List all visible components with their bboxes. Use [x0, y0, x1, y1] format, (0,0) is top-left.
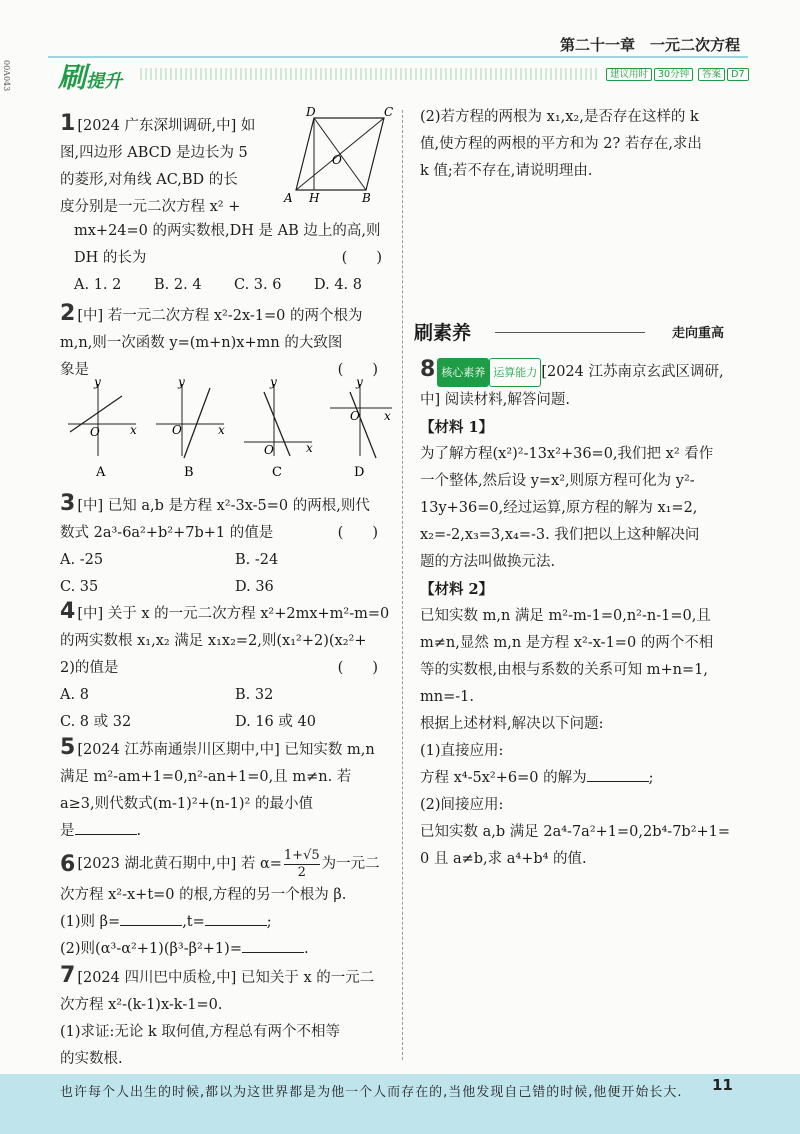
q3-line2: 数式 2a³-6a²+b²+7b+1 的值是 [60, 525, 274, 541]
part-2: (2)间接应用: [420, 797, 504, 813]
chapter-title: 第二十一章 一元二次方程 [559, 36, 740, 54]
t-blank[interactable] [205, 911, 267, 926]
axis-x: x [130, 423, 137, 437]
m2-line2: m≠n,显然 m,n 是方程 x²-x-1=0 的两个不相 [420, 635, 714, 651]
q7-line1: [2024 四川巴中质检,中] 已知关于 x 的一元二 [77, 970, 375, 986]
q7-line2: 次方程 x²-(k-1)x-k-1=0. [60, 997, 223, 1013]
fraction [284, 848, 320, 881]
time-value: 30分钟 [654, 68, 693, 81]
q4-line3: 2)的值是 [60, 660, 119, 676]
option-a: A. 8 [60, 687, 89, 703]
q1-line2: 图,四边形 ABCD 是边长为 5 [60, 145, 248, 161]
axis-y: y [270, 378, 277, 389]
q7-line4: 的实数根. [60, 1051, 123, 1067]
option-b: B. 32 [235, 687, 274, 703]
origin: O [90, 425, 100, 439]
q5-line2: 满足 m²-am+1=0,n²-an+1=0,且 m≠n. 若 [60, 769, 352, 785]
label-a: A [284, 191, 293, 205]
footer-quote: 也许每个人出生的时候,都以为这世界都是为他一个人而存在的,当他发现自己错的时候,他便开始长大. [60, 1085, 683, 1100]
question-2 [60, 300, 390, 384]
m1-line4: x₂=-2,x₃=3,x₄=-3. 我们把以上这种解决问 [420, 527, 700, 543]
m1-line3: 13y+36=0,经过运算,原方程的解为 x₁=2, [420, 500, 698, 516]
q7-r-line3: k 值;若不存在,请说明理由. [420, 163, 593, 179]
q7-r-line1: (2)若方程的两根为 x₁,x₂,是否存在这样的 k [420, 109, 699, 125]
question-number: 1 [60, 111, 76, 136]
q6-line1b: 为一元二 [321, 855, 380, 872]
material-1-label: 【材料 1】 [420, 419, 494, 436]
section-logo [58, 56, 122, 96]
label-d: D [306, 105, 316, 119]
logo-sub: 提升 [86, 71, 123, 92]
q5-line4: 是 [60, 823, 75, 839]
product-blank[interactable] [242, 938, 304, 953]
question-1-cont [74, 218, 394, 299]
graph-d [330, 378, 392, 480]
q3-line1: [中] 已知 a,b 是方程 x²-3x-5=0 的两根,则代 [77, 498, 370, 514]
graph-b [156, 378, 225, 480]
question-3 [60, 490, 390, 601]
m1-line1: 为了解方程(x²)²-13x²+36=0,我们把 x² 看作 [420, 446, 714, 462]
option-b: B. -24 [235, 552, 279, 568]
q5-line3: a≥3,则代数式(m-1)²+(n-1)² 的最小值 [60, 796, 313, 812]
p1-eq: 方程 x⁴-5x²+6=0 的解为 [420, 770, 587, 786]
answer-paren: ( ) [341, 250, 382, 266]
m1-line2: 一个整体,然后设 y=x²,则原方程可化为 y²- [420, 473, 695, 489]
badge-core: 核心素养 [437, 358, 489, 387]
axis-x: x [306, 441, 313, 455]
p1-blank[interactable] [587, 767, 649, 782]
beta-blank[interactable] [120, 911, 182, 926]
logo-main: 刷 [58, 61, 87, 94]
question-4 [60, 598, 390, 736]
question-7 [60, 962, 390, 1073]
q2-line3: 象是 [60, 362, 89, 378]
axis-y: y [94, 378, 101, 389]
option-a: A. 1. 2 [74, 277, 122, 293]
q1-line4: 度分别是一元二次方程 x² + [60, 199, 241, 215]
m2-line3: 等的实数根,由根与系数的关系可知 m+n=1, [420, 662, 708, 678]
axis-y: y [356, 378, 363, 389]
m2-line4: mn=-1. [420, 689, 474, 705]
graph-label-a: A [96, 465, 106, 480]
question-number: 2 [60, 301, 76, 326]
q6-line1a: [2023 湖北黄石期中,中] 若 α= [77, 855, 282, 872]
q1-line6: DH 的长为 [74, 250, 147, 266]
origin: O [264, 443, 274, 457]
m2-line5: 根据上述材料,解决以下问题: [420, 716, 604, 732]
option-c: C. 3. 6 [234, 277, 282, 293]
header-stripes [140, 68, 600, 80]
label-b: B [362, 191, 371, 205]
header-line [48, 56, 748, 58]
answer-label: 答案 [698, 68, 725, 81]
q6-line3c: ; [266, 914, 272, 930]
q6-line3a: (1)则 β= [60, 914, 121, 930]
q1-line1: [2024 广东深圳调研,中] 如 [77, 118, 256, 134]
time-label: 建议用时 [606, 68, 652, 81]
material-2-label: 【材料 2】 [420, 581, 494, 598]
question-8 [420, 356, 760, 873]
q5-end: . [136, 823, 142, 839]
time-box [604, 66, 749, 80]
label-o: O [332, 153, 342, 167]
q2-line2: m,n,则一次函数 y=(m+n)x+mn 的大致图 [60, 335, 343, 351]
answer-paren: ( ) [337, 362, 378, 378]
label-h: H [309, 191, 320, 205]
column-divider [402, 110, 403, 1060]
q1-line5: mx+24=0 的两实数根,DH 是 AB 边上的高,则 [74, 223, 381, 239]
question-7-part2 [420, 104, 760, 185]
q6-line4a: (2)则(α³-α²+1)(β³-β²+1)= [60, 941, 242, 957]
question-number: 3 [60, 491, 76, 516]
question-number: 6 [60, 851, 76, 877]
option-a: A. -25 [60, 552, 104, 568]
graph-label-c: C [272, 465, 282, 480]
graph-label-d: D [354, 465, 365, 480]
option-c: C. 8 或 32 [60, 714, 132, 730]
question-1 [60, 110, 275, 221]
graph-c [244, 378, 313, 480]
graph-label-b: B [184, 465, 194, 480]
axis-y: y [178, 378, 185, 389]
frac-num: 1+√5 [283, 847, 320, 863]
graph-a [68, 378, 137, 480]
side-code: 00A043 [2, 60, 11, 92]
rhombus-figure [276, 104, 400, 212]
answer-paren: ( ) [337, 525, 378, 541]
q8-line1: [2024 江苏南京玄武区调研, [541, 364, 724, 380]
p2-line2: 0 且 a≠b,求 a⁴+b⁴ 的值. [420, 851, 587, 867]
q1-line3: 的菱形,对角线 AC,BD 的长 [60, 172, 238, 188]
question-number: 4 [60, 599, 76, 624]
q4-line2: 的两实数根 x₁,x₂ 满足 x₁x₂=2,则(x₁²+2)(x₂²+ [60, 633, 367, 649]
question-6 [60, 846, 390, 963]
section-arrow [495, 332, 645, 333]
q8-line2: 中] 阅读材料,解答问题. [420, 392, 570, 408]
question-5 [60, 734, 390, 845]
q7-r-line2: 值,使方程的两根的平方和为 2? 若存在,求出 [420, 136, 702, 152]
question-number: 5 [60, 735, 76, 760]
option-c: C. 35 [60, 579, 99, 595]
q2-line1: [中] 若一元二次方程 x²-2x-1=0 的两个根为 [77, 308, 363, 324]
q5-line1: [2024 江苏南通崇川区期中,中] 已知实数 m,n [77, 742, 375, 758]
section-right-label: 走向重高 [672, 326, 725, 341]
m1-line5: 题的方法叫做换元法. [420, 554, 556, 570]
answer-blank[interactable] [75, 820, 137, 835]
answer-paren: ( ) [337, 660, 378, 676]
question-number: 7 [60, 963, 76, 988]
option-b: B. 2. 4 [154, 277, 202, 293]
q4-line1: [中] 关于 x 的一元二次方程 x²+2mx+m²-m=0 [77, 606, 390, 622]
axis-x: x [384, 409, 391, 423]
p1-end: ; [648, 770, 654, 786]
option-d: D. 36 [235, 579, 274, 595]
part-1: (1)直接应用: [420, 743, 504, 759]
option-d: D. 16 或 40 [235, 714, 316, 730]
axis-x: x [218, 423, 225, 437]
p2-line1: 已知实数 a,b 满足 2a⁴-7a²+1=0,2b⁴-7b²+1= [420, 824, 731, 840]
question-number: 8 [420, 357, 436, 382]
badge-skill: 运算能力 [489, 358, 541, 387]
q6-line4b: . [303, 941, 309, 957]
frac-den: 2 [297, 864, 306, 880]
page-number: 11 [712, 1076, 733, 1094]
label-c: C [384, 105, 394, 119]
section-title: 刷素养 [414, 322, 472, 344]
q7-line3: (1)求证:无论 k 取何值,方程总有两个不相等 [60, 1024, 341, 1040]
origin: O [172, 423, 182, 437]
origin: O [350, 409, 360, 423]
option-d: D. 4. 8 [314, 277, 362, 293]
m2-line1: 已知实数 m,n 满足 m²-m-1=0,n²-n-1=0,且 [420, 608, 711, 624]
q6-line3b: ,t= [182, 914, 205, 930]
q6-line2: 次方程 x²-x+t=0 的根,方程的另一个根为 β. [60, 887, 347, 903]
answer-page: D7 [727, 68, 748, 81]
q2-graphs [64, 378, 394, 486]
